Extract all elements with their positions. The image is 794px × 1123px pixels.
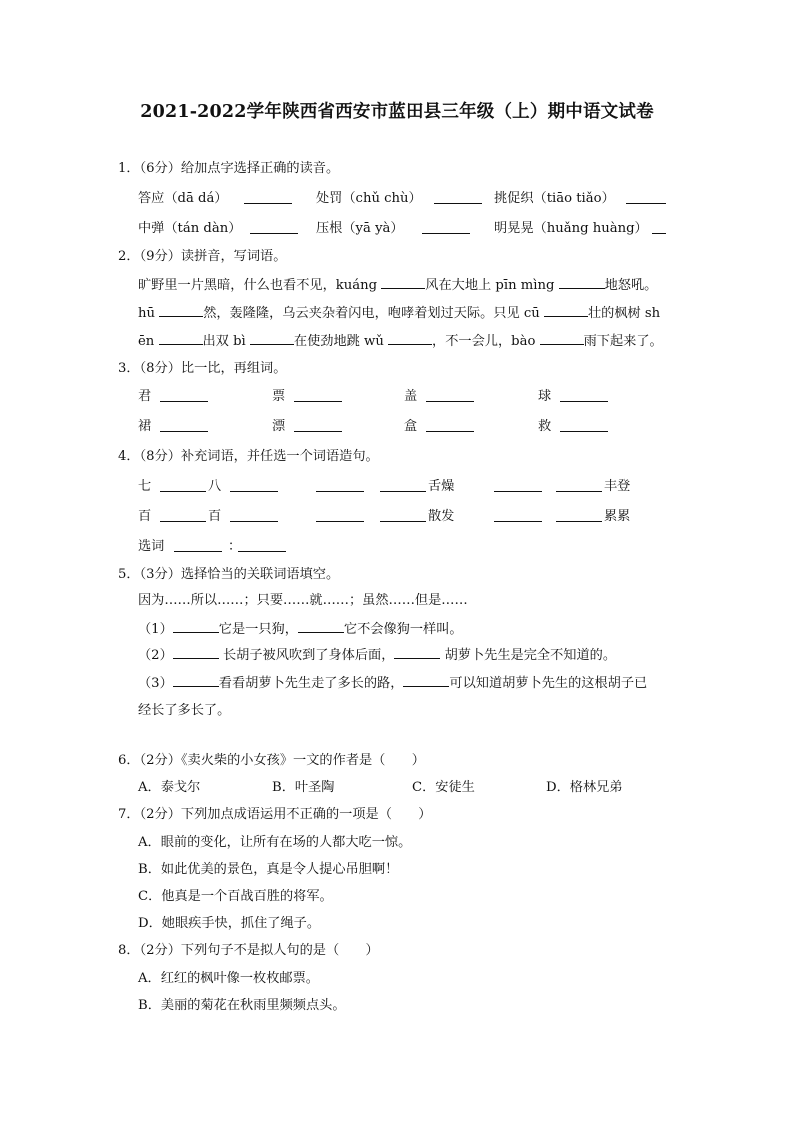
q2-text: 旷野里一片黑暗，什么也看不见，kuáng [138,278,382,293]
q4-char: 百 [208,509,222,524]
q5-text: （2） [138,648,173,663]
q2-blank[interactable] [540,332,584,345]
q1-item-1: 答应（dā dá） [138,191,228,206]
q2-blank[interactable] [544,304,588,317]
q5-sentence-1 [138,620,463,639]
q1-item-5: 压根（yā yà） [316,221,404,236]
q7-choice-c[interactable]: C．他真是一个百战百胜的将军。 [138,889,333,904]
q4-blank[interactable] [230,479,278,492]
q1-blank-5[interactable] [422,221,470,234]
q3-blank[interactable] [294,419,342,432]
question-6-stem: 6．（2分）《卖火柴的小女孩》一文的作者是（ ） [118,753,425,768]
q2-text: 地怒吼。 [604,278,658,293]
q4-char: 百 [138,509,152,524]
q6-choice-c[interactable]: C．安徒生 [412,780,475,795]
q5-text: （1） [138,622,173,637]
question-5-stem: 5．（3分）选择恰当的关联词语填空。 [118,567,340,582]
q4-blank[interactable] [494,479,542,492]
q1-blank-1[interactable] [244,191,292,204]
q4-choose-label: 选词 [138,539,165,554]
q1-item-4: 中弹（tán dàn） [138,221,242,236]
q5-sentence-3 [138,674,647,693]
q5-blank[interactable] [173,646,219,659]
q3-char: 漂 [272,419,286,434]
q3-blank[interactable] [560,389,608,402]
question-3-stem: 3．（8分）比一比，再组词。 [118,361,287,376]
q3-char: 君 [138,389,152,404]
q3-char: 救 [538,419,552,434]
q4-blank[interactable] [380,479,426,492]
q2-text: 雨下起来了。 [583,334,663,349]
q2-text: ēn [138,334,159,349]
q3-blank[interactable] [426,389,474,402]
question-1-stem: 1．（6分）给加点字选择正确的读音。 [118,161,340,176]
q2-blank[interactable] [388,332,432,345]
q5-text: 看看胡萝卜先生走了多长的路， [218,676,404,691]
q5-blank[interactable] [173,674,219,687]
q5-sentence-2 [138,646,616,665]
q2-blank[interactable] [381,276,425,289]
q5-blank[interactable] [173,620,219,633]
q4-colon: ： [228,539,242,554]
q6-choice-a[interactable]: A．泰戈尔 [138,780,201,795]
q5-blank[interactable] [394,646,440,659]
q4-choose-blank[interactable] [174,539,222,552]
q5-blank[interactable] [403,674,449,687]
q7-choice-b[interactable]: B．如此优美的景色，真是令人提心吊胆啊！ [138,862,399,877]
q4-word: 累累 [604,509,631,524]
q5-text: 它是一只狗， [218,622,298,637]
q4-blank[interactable] [380,509,426,522]
q6-choice-d[interactable]: D．格林兄弟 [546,780,623,795]
q3-char: 盒 [404,419,418,434]
question-7-stem: 7．（2分）下列加点成语运用不正确的一项是（ ） [118,807,432,822]
q5-text: 胡萝卜先生是完全不知道的。 [440,648,617,663]
q2-text: 风在大地上 pīn mìng [425,278,559,293]
q3-blank[interactable] [426,419,474,432]
q5-text: 它不会像狗一样叫。 [343,622,463,637]
q2-text: 在使劲地跳 wǔ [293,334,389,349]
q1-blank-3[interactable] [626,191,666,204]
q2-text: hū [138,306,160,321]
q5-text: （3） [138,676,173,691]
q1-blank-4[interactable] [250,221,298,234]
q1-blank-2[interactable] [434,191,482,204]
question-2-stem: 2．（9分）读拼音，写词语。 [118,249,287,264]
q2-blank[interactable] [159,304,203,317]
q4-blank[interactable] [316,479,364,492]
q1-blank-6[interactable] [652,221,666,234]
q4-blank[interactable] [316,509,364,522]
q4-word: 丰登 [604,479,631,494]
q2-line-1 [138,276,657,295]
q2-blank[interactable] [559,276,605,289]
q4-char: 八 [208,479,222,494]
q4-blank[interactable] [556,509,602,522]
q5-text: 长胡子被风吹到了身体后面， [218,648,395,663]
q3-char: 裙 [138,419,152,434]
q2-text: 然，轰隆隆，乌云夹杂着闪电，咆哮着划过天际。只见 cū [203,306,544,321]
q8-choice-a[interactable]: A．红红的枫叶像一枚枚邮票。 [138,971,319,986]
q2-blank[interactable] [159,332,203,345]
q6-choice-b[interactable]: B．叶圣陶 [272,780,335,795]
q2-text: ，不一会儿，bào [432,334,540,349]
page-title: 2021-2022学年陕西省西安市蓝田县三年级（上）期中语文试卷 [140,102,654,122]
q4-word: 散发 [428,509,455,524]
q1-item-3: 挑促织（tiāo tiǎo） [494,191,615,206]
q8-choice-b[interactable]: B．美丽的菊花在秋雨里频频点头。 [138,998,346,1013]
q4-blank[interactable] [494,509,542,522]
q3-char: 球 [538,389,552,404]
q5-text: 可以知道胡萝卜先生的这根胡子已 [449,676,648,691]
q4-blank[interactable] [230,509,278,522]
q4-sentence-blank[interactable] [238,539,286,552]
question-8-stem: 8．（2分）下列句子不是拟人句的是（ ） [118,943,379,958]
q3-char: 盖 [404,389,418,404]
q3-blank[interactable] [294,389,342,402]
q4-word: 舌燥 [428,479,455,494]
q3-char: 票 [272,389,286,404]
q3-blank[interactable] [160,389,208,402]
question-4-stem: 4．（8分）补充词语，并任选一个词语造句。 [118,449,379,464]
q2-line-3 [138,332,663,351]
q3-blank[interactable] [560,419,608,432]
q1-item-2: 处罚（chǔ chù） [316,191,422,206]
q4-char: 七 [138,479,152,494]
q5-blank[interactable] [298,620,344,633]
q3-blank[interactable] [160,419,208,432]
q2-text: 壮的枫树 sh [587,306,661,321]
q4-blank[interactable] [556,479,602,492]
q2-text: 出双 bì [202,334,250,349]
q5-options: 因为……所以……；只要……就……；虽然……但是…… [138,593,468,608]
q2-blank[interactable] [250,332,294,345]
q4-blank[interactable] [160,479,206,492]
q2-line-2 [138,304,660,323]
q7-choice-a[interactable]: A．眼前的变化，让所有在场的人都大吃一惊。 [138,835,412,850]
q5-sentence-3-cont: 经长了多长了。 [138,703,231,718]
q1-item-6: 明晃晃（huǎng huàng） [494,221,648,236]
q7-choice-d[interactable]: D．她眼疾手快，抓住了绳子。 [138,916,321,931]
q4-blank[interactable] [160,509,206,522]
